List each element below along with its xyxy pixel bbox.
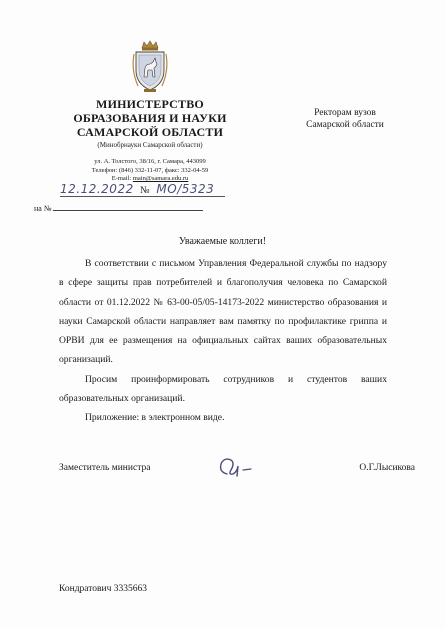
reference-blank [53, 202, 203, 211]
recipient-line1: Ректорам вузов [314, 108, 376, 118]
email-label: E-mail: [111, 175, 133, 182]
org-name-line2: ОБРАЗОВАНИЯ И НАУКИ [73, 111, 227, 125]
org-contacts [40, 158, 260, 184]
handwritten-signature-icon [213, 454, 263, 480]
registration-date-number [60, 183, 225, 197]
org-name-line3: САМАРСКОЙ ОБЛАСТИ [76, 125, 224, 139]
executor-contact: Кондратович 3335663 [59, 584, 148, 594]
recipient-line2: Самарской области [306, 120, 384, 130]
signatory-title: Заместитель министра [59, 463, 151, 473]
recipient-block [290, 107, 400, 131]
registration-date: 12.12.2022 [60, 182, 134, 196]
paragraph-request: Просим проинформировать сотрудников и студентов ваших образовательных организаций. [59, 373, 387, 405]
reference-line [34, 202, 214, 214]
paragraph-main: В соответствии с письмом Управления Федеральной службы по надзору в сфере защиты прав потребителей и благополучия человека по Самарской области от 01.12.2022 № 63-00-05/05-14173-2022 министерство образования и науки Самарской области направляет вам памятку по профилактике гриппа и ОРВИ для ее размещения на официальных сайтах ваших образовательных организаций. [59, 258, 387, 366]
signatory-name: О.Г.Лысикова [359, 463, 415, 473]
signature-row [59, 460, 415, 480]
samara-coat-of-arms-icon [130, 40, 170, 94]
registration-number: МО/5323 [156, 182, 215, 196]
letter-body [59, 254, 387, 428]
paragraph-attachment: Приложение: в электронном виде. [85, 412, 225, 424]
org-address: ул. А. Толстого, 38/16, г. Самара, 443099 [94, 158, 206, 165]
letter-greeting: Уважаемые коллеги! [178, 236, 267, 247]
org-phone: Телефон: (846) 332-11-07, факс: 332-04-59 [91, 166, 209, 174]
reference-label: на № [34, 204, 52, 213]
organization-header [40, 97, 260, 184]
org-short-name: (Минобрнауки Самарской области) [97, 141, 203, 149]
email-link[interactable]: main@samara.edu.ru [132, 175, 189, 182]
number-sign: № [140, 185, 151, 196]
org-name-line1: МИНИСТЕРСТВО [96, 97, 204, 111]
